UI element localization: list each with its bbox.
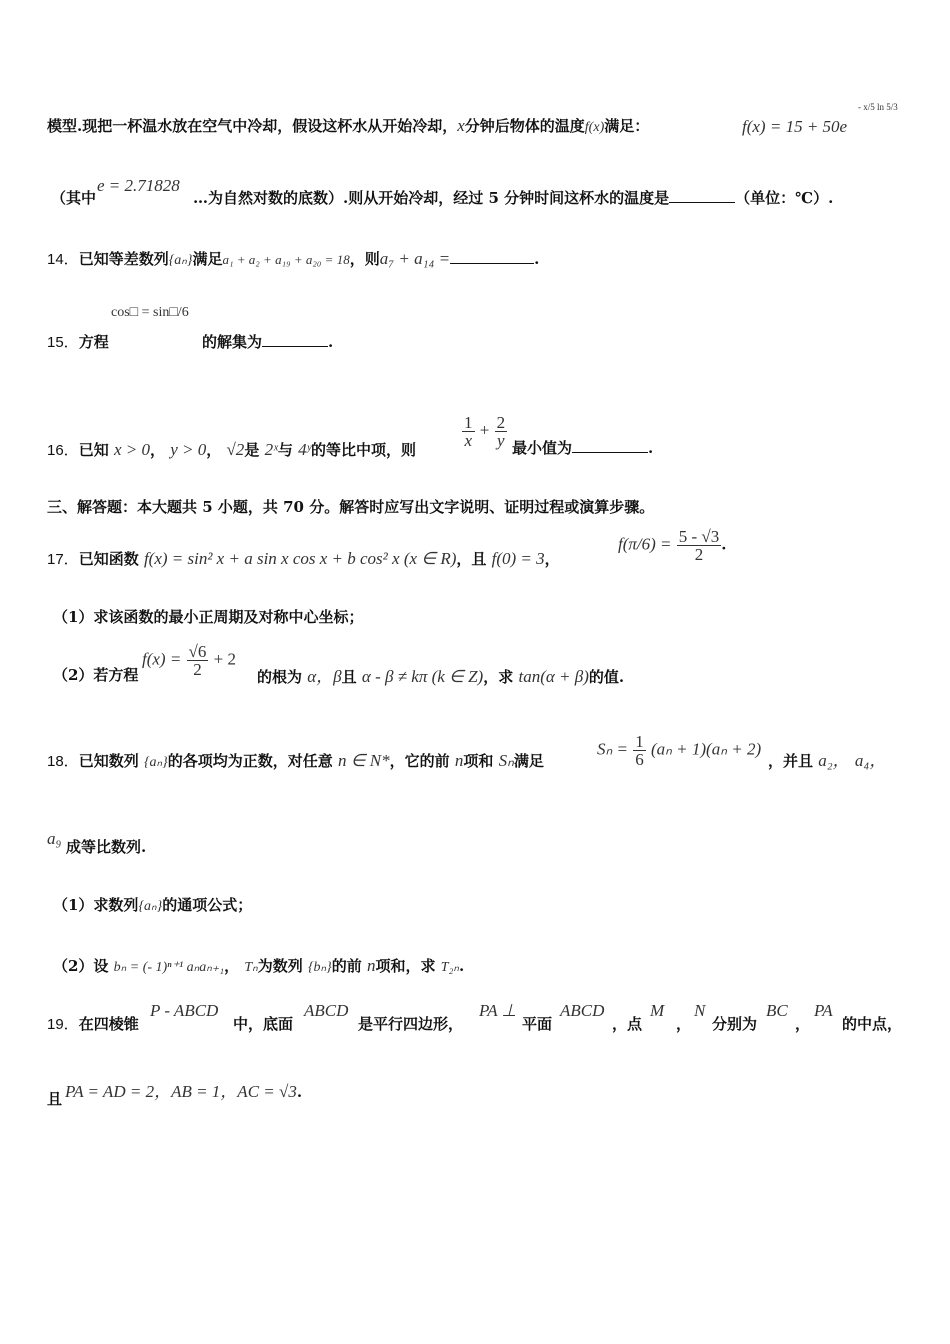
part-text: 的值.	[588, 668, 625, 686]
q15-text: 方程	[78, 333, 109, 351]
q18-text: 成等比数列.	[66, 838, 147, 856]
question-19	[47, 1017, 139, 1032]
q18-text: ，并且	[768, 752, 814, 770]
question-number: 14．	[47, 251, 79, 268]
p13-text: （其中	[51, 189, 97, 207]
q15-equation	[111, 306, 189, 320]
q19-line2-eq	[65, 1083, 302, 1100]
period: .	[296, 1083, 303, 1101]
q19-text: 中，底面	[233, 1015, 294, 1033]
fraction-2-over-y	[495, 414, 508, 449]
q19-N	[694, 1002, 705, 1019]
part-text: 项和，求	[375, 957, 436, 975]
question-15b	[202, 335, 333, 350]
period: .	[534, 250, 540, 268]
temperature-formula	[742, 118, 847, 135]
q19-f	[712, 1017, 757, 1032]
part-text: （2）若方程	[53, 666, 139, 684]
p13-line2	[51, 191, 96, 206]
question-16: 16．已知 x > 0， y > 0， √2是 2ˣ与 4ʸ的等比中项，则	[47, 440, 416, 459]
t2n-symbol: T₂ₙ	[440, 960, 459, 975]
q19-text: 在四棱锥	[78, 1015, 139, 1033]
q18-text: ，它的前	[389, 752, 450, 770]
part-text: ，求	[483, 668, 514, 686]
a9-symbol	[47, 830, 61, 847]
part-text: 为数列	[257, 957, 303, 975]
q19-PA	[814, 1002, 833, 1019]
var-x: x	[457, 116, 465, 135]
numerator: √6	[188, 642, 207, 661]
a9: a₉	[47, 829, 62, 848]
plus-sign: +	[479, 420, 490, 440]
q19-abcd2	[560, 1002, 604, 1019]
q18-text: 项和	[463, 752, 494, 770]
n-symbol: n	[366, 956, 376, 975]
segment-PA: PA	[814, 1001, 833, 1020]
fraction-1-over-x	[462, 414, 475, 449]
q15-text: 的解集为	[202, 333, 263, 351]
plus-two: + 2	[213, 649, 236, 669]
p13-text: 模型.现把一杯温水放在空气中冷却，假设这杯水从开始冷却，	[47, 117, 458, 135]
denominator: x	[464, 431, 473, 450]
q14-text: 已知等差数列	[78, 250, 169, 268]
q14-text: 满足	[192, 250, 223, 268]
q16-fraction-expr	[462, 414, 507, 449]
power-4y: 4ʸ	[298, 440, 311, 459]
question-number: 15．	[47, 334, 79, 351]
q19-b	[233, 1017, 293, 1032]
q19-text: 且	[47, 1090, 63, 1108]
question-16b	[512, 441, 653, 456]
e-value-text: e = 2.71828	[97, 176, 180, 195]
q19-pyramid	[150, 1002, 218, 1019]
numerator: 1	[635, 732, 644, 751]
p13-line2b	[193, 191, 833, 206]
tan-expr: tan(α + β)	[518, 667, 589, 686]
q19-abcd	[304, 1002, 348, 1019]
plane-name: ABCD	[560, 1001, 605, 1020]
period: .	[458, 957, 465, 975]
q19-text: ，点	[612, 1015, 643, 1033]
pyramid-name: P - ABCD	[150, 1001, 219, 1020]
q18-part2: （2）设 bₙ = (- 1)ⁿ⁺¹ aₙaₙ₊₁， Tₙ为数列 {bₙ}的前 n项和，求 T₂ₙ.	[53, 956, 465, 975]
numerator: 5 - √3	[678, 527, 720, 546]
p13-text: （单位：℃）.	[735, 189, 834, 207]
given-lengths: PA = AD = 2，AB = 1，AC = √3	[65, 1082, 297, 1101]
answer-blank[interactable]	[262, 346, 328, 347]
q17-text: 已知函数	[78, 550, 139, 568]
question-17: 17．已知函数 f(x) = sin² x + a sin x cos x + b cos² x (x ∈ R)，且 f(0) = 3，	[47, 549, 560, 568]
equation-text: cos□ = sin□/6	[111, 305, 189, 320]
sn-lhs: Sₙ =	[597, 739, 628, 759]
b-sequence: {bₙ}	[307, 960, 332, 975]
fraction-1-over-6	[633, 733, 646, 768]
point-N: N	[694, 1001, 706, 1020]
n-symbol: n	[454, 751, 464, 770]
fraction-sqrt6-over-2	[187, 643, 209, 678]
formula-text: f(x) = 15 + 50e	[742, 117, 848, 136]
denominator: 6	[635, 750, 644, 769]
a4: a₄，	[854, 751, 887, 770]
question-18b	[768, 752, 886, 769]
a2: a₂，	[818, 751, 850, 770]
segment-BC: BC	[766, 1001, 788, 1020]
q18-sn-formula	[597, 733, 761, 768]
numerator: 2	[496, 413, 506, 432]
question-number: 18．	[47, 753, 79, 770]
q19-e	[612, 1017, 642, 1032]
q18-part1	[53, 898, 252, 914]
part-text: （1）求数列	[53, 896, 139, 914]
part-text: 的通项公式；	[162, 896, 253, 914]
q17-text: ，且	[456, 550, 487, 568]
condition-f0: f(0) = 3	[491, 549, 545, 568]
question-18c	[66, 840, 146, 855]
formula-exponent	[858, 103, 898, 112]
q19-c	[358, 1017, 463, 1032]
numerator: 1	[464, 413, 473, 432]
sequence-symbol: {aₙ}	[138, 899, 163, 914]
p13-text: 满足：	[604, 117, 650, 135]
base-name: ABCD	[304, 1001, 349, 1020]
fraction-value	[677, 528, 722, 563]
e-value	[97, 177, 180, 194]
question-18	[47, 752, 544, 770]
part-text: 且	[341, 668, 357, 686]
q17-condition2: f(π/6) = $\frac{5 - √3}{2}$ .	[618, 527, 727, 564]
q17-part2	[53, 668, 138, 683]
sequence-symbol: {aₙ}	[168, 253, 193, 268]
q19-comma: ，	[676, 1015, 692, 1033]
sn-symbol: Sₙ	[498, 751, 514, 770]
root-condition: α - β ≠ kπ (k ∈ Z)	[361, 667, 484, 686]
q19-d	[522, 1017, 552, 1032]
q16-text: 与	[277, 441, 293, 459]
q19-text: 分别为	[712, 1015, 758, 1033]
q19-text: 是平行四边形，	[358, 1015, 464, 1033]
part-text: 的根为	[257, 668, 303, 686]
p13-line1	[47, 117, 649, 135]
question-15	[47, 335, 109, 350]
perpendicular: PA ⊥	[479, 1001, 517, 1020]
part-text: 的前	[331, 957, 362, 975]
section-heading	[47, 500, 654, 515]
q17-part2-eq	[142, 643, 236, 678]
sn-product: (aₙ + 1)(aₙ + 2)	[650, 739, 762, 759]
q19-perp	[479, 1002, 516, 1019]
q16-text: 已知	[78, 441, 109, 459]
q18-text: 满足	[513, 752, 544, 770]
fx-symbol: f(x)	[584, 120, 605, 135]
power-2x: 2ˣ	[264, 440, 278, 459]
q16-text: 是	[244, 441, 260, 459]
exponent-text: - x/5 ln 5/3	[858, 102, 898, 112]
q17-part2b	[257, 668, 624, 685]
q18-text: 已知数列	[78, 752, 139, 770]
part-text: （2）设	[53, 957, 109, 975]
q19-line2	[47, 1092, 62, 1107]
q16-text: 的等比中项，则	[310, 441, 416, 459]
f-pi-over-6: f(π/6) =	[618, 534, 672, 554]
part-text: （1）求该函数的最小正周期及对称中心坐标；	[53, 608, 364, 626]
denominator: 2	[694, 545, 704, 564]
question-number: 16．	[47, 442, 79, 459]
condition: a₁ + a₂ + a₁₉ + a₂₀ = 18	[222, 252, 350, 267]
q19-comma2: ，	[795, 1015, 811, 1033]
q19-text: 平面	[522, 1015, 553, 1033]
point-M: M	[650, 1001, 665, 1020]
answer-blank[interactable]	[572, 452, 648, 453]
question-14	[47, 250, 539, 268]
question-number: 19．	[47, 1016, 79, 1033]
tn-symbol: Tₙ	[244, 960, 258, 975]
p13-text: …为自然对数的底数）.则从开始冷却，经过 5 分钟时间这杯水的温度是	[193, 189, 670, 207]
equation-lhs: f(x) =	[142, 649, 182, 669]
q19-g	[842, 1017, 902, 1032]
q16-text: 最小值为	[512, 439, 573, 457]
function-def: f(x) = sin² x + a sin x cos x + b cos² x (x ∈ R)	[143, 549, 457, 568]
condition-y: y > 0	[170, 440, 207, 459]
answer-blank[interactable]	[450, 263, 534, 264]
answer-blank[interactable]	[669, 202, 735, 203]
sequence-symbol: {aₙ}	[143, 755, 168, 770]
period: .	[648, 439, 654, 457]
bn-def: bₙ = (- 1)ⁿ⁺¹ aₙaₙ₊₁	[113, 960, 225, 975]
q19-BC	[766, 1002, 788, 1019]
question-number: 17．	[47, 551, 79, 568]
condition-x: x > 0	[113, 440, 150, 459]
sqrt2: √2	[226, 440, 245, 459]
n-natural: n ∈ N*	[337, 751, 390, 770]
roots: α，β	[307, 667, 342, 686]
q19-text: 的中点，	[842, 1015, 903, 1033]
q17-part1	[53, 610, 363, 625]
period: .	[328, 333, 334, 351]
section-title: 三、解答题：本大题共 5 小题，共 70 分。解答时应写出文字说明、证明过程或演算步骤。	[47, 498, 655, 516]
q19-M	[650, 1002, 664, 1019]
expression: a₇ + a₁₄ =	[379, 249, 451, 268]
q14-text: ，则	[349, 250, 380, 268]
p13-text: 分钟后物体的温度	[464, 117, 585, 135]
denominator: 2	[193, 660, 202, 679]
denominator: y	[497, 431, 505, 450]
q18-text: 的各项均为正数，对任意	[167, 752, 333, 770]
